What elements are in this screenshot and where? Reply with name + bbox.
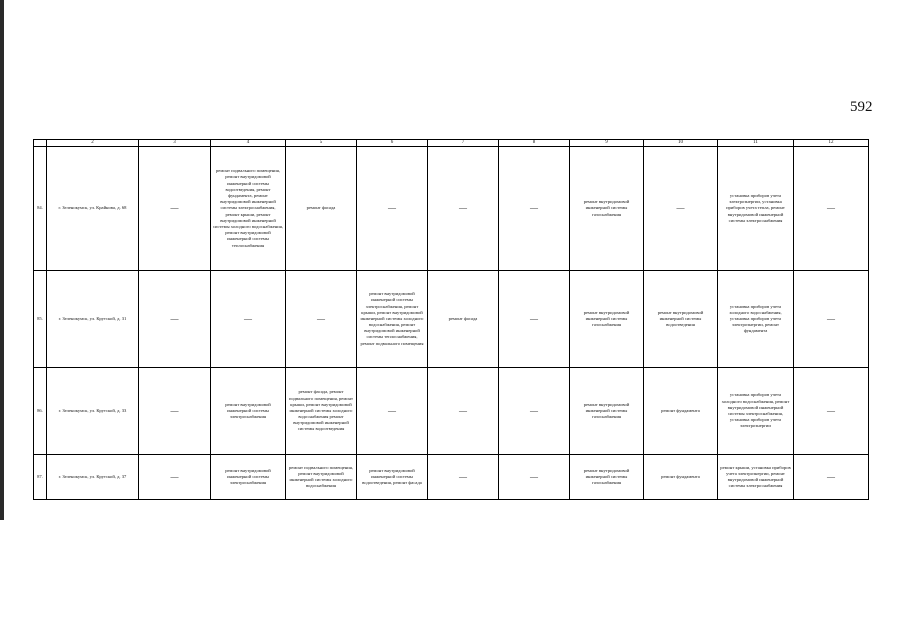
cell-col-4: —	[211, 271, 286, 368]
row-number: 84.	[34, 147, 47, 271]
column-number: 7	[428, 140, 499, 147]
column-number: 11	[718, 140, 794, 147]
cell-col-5: —	[286, 271, 357, 368]
cell-col-10: —	[644, 147, 718, 271]
cell-col-8: —	[499, 271, 570, 368]
cell-col-10: ремонт внутридомовой инженерной системы водоотведения	[644, 271, 718, 368]
cell-col-9: ремонт внутридомовой инженерной системы газоснабжения	[570, 368, 644, 455]
cell-col-12: —	[794, 455, 869, 500]
column-number: 9	[570, 140, 644, 147]
cell-col-5: ремонт фасада, ремонт подвального помещения, ремонт крыши, ремонт внутридомовой инженерной системы холодного водоснабжения ремонт внутридомовой инженерной системы водоотведения	[286, 368, 357, 455]
column-number: 12	[794, 140, 869, 147]
cell-col-8: —	[499, 368, 570, 455]
table-row	[34, 455, 869, 500]
cell-col-6: ремонт внутридомовой инженерной системы водоотведения, ремонт фасада	[357, 455, 428, 500]
row-number: 86.	[34, 368, 47, 455]
cell-col-3: —	[139, 368, 211, 455]
table-row	[34, 368, 869, 455]
address-cell: г. Зеленокумск, ул. Крутской, д. 37	[47, 455, 139, 500]
cell-col-7: —	[428, 455, 499, 500]
cell-col-9: ремонт внутридомовой инженерной системы газоснабжения	[570, 455, 644, 500]
column-number: 5	[286, 140, 357, 147]
column-number-row	[34, 140, 869, 147]
cell-col-6: —	[357, 368, 428, 455]
table-row	[34, 271, 869, 368]
cell-col-10: ремонт фундамента	[644, 368, 718, 455]
scan-edge-mark	[0, 0, 4, 520]
cell-col-11: установка приборов учета холодного водоснабжения, ремонт внутридомовой инженерной системы электроснабжения, установка приборов учета электроэнергии	[718, 368, 794, 455]
cell-col-7: —	[428, 147, 499, 271]
cell-col-12: —	[794, 368, 869, 455]
table-row	[34, 147, 869, 271]
column-number: 10	[644, 140, 718, 147]
cell-col-11: ремонт крыши, установка приборов учета электроэнергии, ремонт внутридомовой инженерной системы электроснабжения	[718, 455, 794, 500]
cell-col-3: —	[139, 147, 211, 271]
cell-col-3: —	[139, 455, 211, 500]
cell-col-11: установка приборов учета холодного водоснабжения, установка приборов учета электроэнергии, ремонт фундамента	[718, 271, 794, 368]
cell-col-7: ремонт фасада	[428, 271, 499, 368]
cell-col-6: ремонт внутридомовой инженерной системы электроснабжения, ремонт крыши, ремонт внутридомовой инженерной системы холодного водоснабжения, ремонт внутридомовой инженерной системы теплоснабжения, ремонт подвального помещения	[357, 271, 428, 368]
column-number: 3	[139, 140, 211, 147]
column-number: 8	[499, 140, 570, 147]
cell-col-7: —	[428, 368, 499, 455]
cell-col-5: ремонт подвального помещения, ремонт внутридомовой инженерной системы холодного водоснабжения	[286, 455, 357, 500]
address-cell: г. Зеленокумск, ул. Крутской, д. 31	[47, 271, 139, 368]
cell-col-8: —	[499, 455, 570, 500]
address-cell: г. Зеленокумск, ул. Крутской, д. 33	[47, 368, 139, 455]
column-number-blank	[34, 140, 47, 147]
row-number: 85.	[34, 271, 47, 368]
address-cell: г. Зеленокумск, ул. Крайнова, д. 68	[47, 147, 139, 271]
row-number: 87.	[34, 455, 47, 500]
cell-col-9: ремонт внутридомовой инженерной системы газоснабжения	[570, 147, 644, 271]
cell-col-11: установка приборов учета электроэнергии, установка приборов учета тепла, ремонт внутридомовой инженерной системы электроснабжения	[718, 147, 794, 271]
cell-col-9: ремонт внутридомовой инженерной системы газоснабжения	[570, 271, 644, 368]
cell-col-6: —	[357, 147, 428, 271]
cell-col-4: ремонт внутридомовой инженерной системы электроснабжения	[211, 455, 286, 500]
cell-col-5: ремонт фасада	[286, 147, 357, 271]
column-number: 6	[357, 140, 428, 147]
page-number: 592	[850, 99, 873, 115]
cell-col-12: —	[794, 271, 869, 368]
cell-col-10: ремонт фундамента	[644, 455, 718, 500]
repair-schedule-table	[33, 139, 869, 500]
column-number: 4	[211, 140, 286, 147]
cell-col-8: —	[499, 147, 570, 271]
cell-col-3: —	[139, 271, 211, 368]
cell-col-12: —	[794, 147, 869, 271]
column-number: 2	[47, 140, 139, 147]
cell-col-4: ремонт внутридомовой инженерной системы электроснабжения	[211, 368, 286, 455]
cell-col-4: ремонт подвального помещения, ремонт внутридомовой инженерной системы водоотведения, ремонт фундамента, ремонт внутридомовой инженерной системы электроснабжения, ремонт крыши, ремонт внутридомовой инженерной системы холодного водоснабжения, ремонт внутридомовой инженерной системы теплоснабжения	[211, 147, 286, 271]
